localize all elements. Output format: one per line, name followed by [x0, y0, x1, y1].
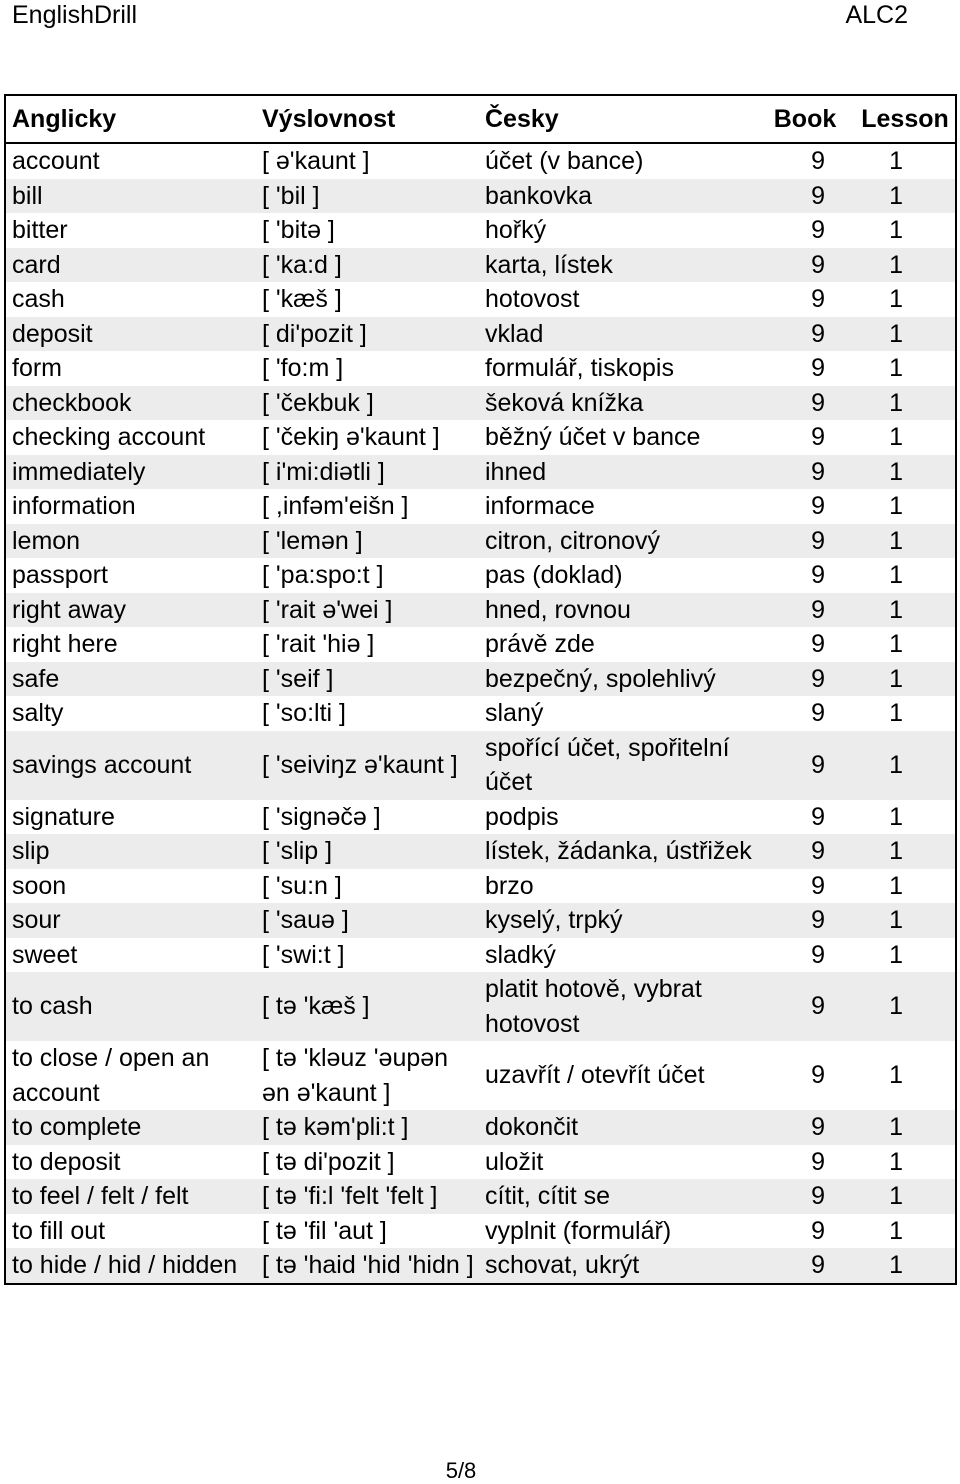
table-row: [5, 903, 956, 938]
cell-pronunciation: [ 'bil ]: [256, 179, 479, 214]
cell-book: 9: [755, 351, 855, 386]
cell-book: 9: [755, 1110, 855, 1145]
cell-czech: hořký: [479, 213, 755, 248]
cell-czech: bankovka: [479, 179, 755, 214]
cell-english: to complete: [5, 1110, 256, 1145]
cell-czech: právě zde: [479, 627, 755, 662]
table-row: [5, 731, 956, 800]
cell-lesson: 1: [855, 869, 956, 904]
cell-book: 9: [755, 696, 855, 731]
column-header-czech: Česky: [485, 104, 559, 133]
table-row: [5, 282, 956, 317]
cell-lesson: 1: [855, 972, 956, 1041]
cell-czech: hned, rovnou: [479, 593, 755, 628]
column-header-english: Anglicky: [12, 104, 117, 133]
cell-pronunciation: [ tə kəm'pli:t ]: [256, 1110, 479, 1145]
table-row: [5, 869, 956, 904]
table-row: [5, 1041, 956, 1110]
cell-lesson: 1: [855, 351, 956, 386]
cell-english: to deposit: [5, 1145, 256, 1180]
cell-english: soon: [5, 869, 256, 904]
cell-book: 9: [755, 179, 855, 214]
cell-czech: ihned: [479, 455, 755, 490]
cell-book: 9: [755, 800, 855, 835]
cell-lesson: 1: [855, 489, 956, 524]
table-row: [5, 1248, 956, 1284]
cell-book: 9: [755, 834, 855, 869]
table-row: [5, 420, 956, 455]
cell-lesson: 1: [855, 282, 956, 317]
cell-lesson: 1: [855, 593, 956, 628]
cell-english: signature: [5, 800, 256, 835]
table-row: [5, 248, 956, 283]
cell-lesson: 1: [855, 143, 956, 179]
cell-pronunciation: [ 'kæš ]: [256, 282, 479, 317]
cell-english: checkbook: [5, 386, 256, 421]
cell-pronunciation: [ 'pa:spo:t ]: [256, 558, 479, 593]
cell-pronunciation: [ tə di'pozit ]: [256, 1145, 479, 1180]
cell-lesson: 1: [855, 1179, 956, 1214]
table-row: [5, 213, 956, 248]
cell-lesson: 1: [855, 524, 956, 559]
cell-book: 9: [755, 869, 855, 904]
cell-book: 9: [755, 143, 855, 179]
cell-czech: lístek, žádanka, ústřižek: [479, 834, 755, 869]
cell-pronunciation: [ 'fo:m ]: [256, 351, 479, 386]
cell-book: 9: [755, 420, 855, 455]
cell-lesson: 1: [855, 386, 956, 421]
cell-english: slip: [5, 834, 256, 869]
cell-pronunciation: [ 'slip ]: [256, 834, 479, 869]
table-row: [5, 524, 956, 559]
cell-czech: schovat, ukrýt: [479, 1248, 755, 1284]
cell-english: to feel / felt / felt: [5, 1179, 256, 1214]
table-row: [5, 1110, 956, 1145]
cell-pronunciation: [ 'sauə ]: [256, 903, 479, 938]
cell-lesson: 1: [855, 1248, 956, 1284]
table-row: [5, 696, 956, 731]
cell-english: bitter: [5, 213, 256, 248]
cell-lesson: 1: [855, 420, 956, 455]
cell-pronunciation: [ di'pozit ]: [256, 317, 479, 352]
cell-czech: účet (v bance): [479, 143, 755, 179]
cell-pronunciation: [ i'mi:diətli ]: [256, 455, 479, 490]
cell-czech: pas (doklad): [479, 558, 755, 593]
cell-english: safe: [5, 662, 256, 697]
cell-english: account: [5, 143, 256, 179]
cell-english: right away: [5, 593, 256, 628]
cell-book: 9: [755, 627, 855, 662]
table-header-row: [5, 95, 956, 143]
cell-lesson: 1: [855, 455, 956, 490]
cell-book: 9: [755, 558, 855, 593]
cell-czech: podpis: [479, 800, 755, 835]
cell-english: to cash: [5, 972, 256, 1041]
cell-lesson: 1: [855, 1110, 956, 1145]
cell-czech: informace: [479, 489, 755, 524]
cell-book: 9: [755, 972, 855, 1041]
cell-lesson: 1: [855, 800, 956, 835]
cell-pronunciation: [ 'rait ə'wei ]: [256, 593, 479, 628]
cell-english: sweet: [5, 938, 256, 973]
cell-pronunciation: [ 'rait 'hiə ]: [256, 627, 479, 662]
table-row: [5, 1145, 956, 1180]
cell-pronunciation: [ 'lemən ]: [256, 524, 479, 559]
cell-czech: brzo: [479, 869, 755, 904]
cell-english: checking account: [5, 420, 256, 455]
cell-lesson: 1: [855, 834, 956, 869]
cell-czech: citron, citronový: [479, 524, 755, 559]
cell-english: information: [5, 489, 256, 524]
cell-book: 9: [755, 386, 855, 421]
cell-english: immediately: [5, 455, 256, 490]
cell-czech: běžný účet v bance: [479, 420, 755, 455]
cell-pronunciation: [ 'su:n ]: [256, 869, 479, 904]
cell-czech: dokončit: [479, 1110, 755, 1145]
cell-english: deposit: [5, 317, 256, 352]
cell-lesson: 1: [855, 731, 956, 800]
cell-book: 9: [755, 282, 855, 317]
column-header-pronunciation: Výslovnost: [262, 104, 396, 133]
cell-english: cash: [5, 282, 256, 317]
table-row: [5, 351, 956, 386]
cell-english: salty: [5, 696, 256, 731]
cell-czech: uložit: [479, 1145, 755, 1180]
cell-english: sour: [5, 903, 256, 938]
cell-lesson: 1: [855, 179, 956, 214]
cell-pronunciation: [ 'bitə ]: [256, 213, 479, 248]
cell-english: to close / open an account: [5, 1041, 256, 1110]
cell-pronunciation: [ ə'kaunt ]: [256, 143, 479, 179]
cell-pronunciation: [ 'seiviŋz ə'kaunt ]: [256, 731, 479, 800]
vocabulary-table: [4, 94, 957, 1285]
cell-lesson: 1: [855, 627, 956, 662]
cell-czech: karta, lístek: [479, 248, 755, 283]
cell-pronunciation: [ tə 'kæš ]: [256, 972, 479, 1041]
cell-pronunciation: [ 'so:lti ]: [256, 696, 479, 731]
cell-pronunciation: [ tə 'fi:l 'felt 'felt ]: [256, 1179, 479, 1214]
cell-lesson: 1: [855, 248, 956, 283]
cell-english: right here: [5, 627, 256, 662]
table-row: [5, 938, 956, 973]
cell-book: 9: [755, 1214, 855, 1249]
cell-book: 9: [755, 903, 855, 938]
cell-czech: šeková knížka: [479, 386, 755, 421]
cell-czech: bezpečný, spolehlivý: [479, 662, 755, 697]
cell-pronunciation: [ 'seif ]: [256, 662, 479, 697]
cell-pronunciation: [ tə 'haid 'hid 'hidn ]: [256, 1248, 479, 1284]
cell-book: 9: [755, 593, 855, 628]
cell-english: to hide / hid / hidden: [5, 1248, 256, 1284]
cell-lesson: 1: [855, 903, 956, 938]
cell-czech: sladký: [479, 938, 755, 973]
cell-book: 9: [755, 489, 855, 524]
cell-book: 9: [755, 1248, 855, 1284]
cell-pronunciation: [ 'ka:d ]: [256, 248, 479, 283]
table-body: [5, 143, 956, 1284]
table-row: [5, 800, 956, 835]
cell-pronunciation: [ 'čekbuk ]: [256, 386, 479, 421]
table-row: [5, 317, 956, 352]
cell-czech: uzavřít / otevřít účet: [479, 1041, 755, 1110]
cell-czech: slaný: [479, 696, 755, 731]
cell-czech: hotovost: [479, 282, 755, 317]
cell-lesson: 1: [855, 213, 956, 248]
table-row: [5, 972, 956, 1041]
cell-lesson: 1: [855, 696, 956, 731]
cell-english: savings account: [5, 731, 256, 800]
column-header-book: Book: [773, 104, 837, 133]
table-row: [5, 662, 956, 697]
cell-english: form: [5, 351, 256, 386]
cell-lesson: 1: [855, 317, 956, 352]
column-header-lesson: Lesson: [861, 104, 949, 133]
table-row: [5, 558, 956, 593]
table-row: [5, 1214, 956, 1249]
cell-pronunciation: [ tə 'kləuz 'əupən ən ə'kaunt ]: [256, 1041, 479, 1110]
cell-english: bill: [5, 179, 256, 214]
cell-book: 9: [755, 938, 855, 973]
cell-book: 9: [755, 731, 855, 800]
table-row: [5, 593, 956, 628]
cell-book: 9: [755, 1179, 855, 1214]
cell-book: 9: [755, 524, 855, 559]
cell-book: 9: [755, 317, 855, 352]
table-row: [5, 386, 956, 421]
app-name: EnglishDrill: [12, 1, 138, 29]
cell-book: 9: [755, 1041, 855, 1110]
cell-czech: formulář, tiskopis: [479, 351, 755, 386]
cell-czech: vklad: [479, 317, 755, 352]
table-row: [5, 455, 956, 490]
cell-czech: platit hotově, vybrat hotovost: [479, 972, 755, 1041]
cell-lesson: 1: [855, 662, 956, 697]
cell-book: 9: [755, 213, 855, 248]
cell-english: to fill out: [5, 1214, 256, 1249]
cell-pronunciation: [ 'signəčə ]: [256, 800, 479, 835]
cell-pronunciation: [ tə 'fil 'aut ]: [256, 1214, 479, 1249]
cell-pronunciation: [ 'swi:t ]: [256, 938, 479, 973]
cell-czech: cítit, cítit se: [479, 1179, 755, 1214]
cell-lesson: 1: [855, 558, 956, 593]
table-row: [5, 143, 956, 179]
cell-book: 9: [755, 248, 855, 283]
cell-english: card: [5, 248, 256, 283]
cell-book: 9: [755, 662, 855, 697]
cell-czech: spořící účet, spořitelní účet: [479, 731, 755, 800]
cell-pronunciation: [ ,infəm'eišn ]: [256, 489, 479, 524]
course-code: ALC2: [845, 1, 908, 29]
cell-lesson: 1: [855, 1145, 956, 1180]
table-row: [5, 179, 956, 214]
cell-english: passport: [5, 558, 256, 593]
table-row: [5, 1179, 956, 1214]
cell-lesson: 1: [855, 938, 956, 973]
cell-pronunciation: [ 'čekiŋ ə'kaunt ]: [256, 420, 479, 455]
cell-book: 9: [755, 455, 855, 490]
cell-lesson: 1: [855, 1214, 956, 1249]
page-number: 5/8: [445, 1458, 477, 1483]
cell-lesson: 1: [855, 1041, 956, 1110]
cell-english: lemon: [5, 524, 256, 559]
table-row: [5, 489, 956, 524]
cell-czech: kyselý, trpký: [479, 903, 755, 938]
cell-czech: vyplnit (formulář): [479, 1214, 755, 1249]
table-row: [5, 834, 956, 869]
cell-book: 9: [755, 1145, 855, 1180]
table-row: [5, 627, 956, 662]
